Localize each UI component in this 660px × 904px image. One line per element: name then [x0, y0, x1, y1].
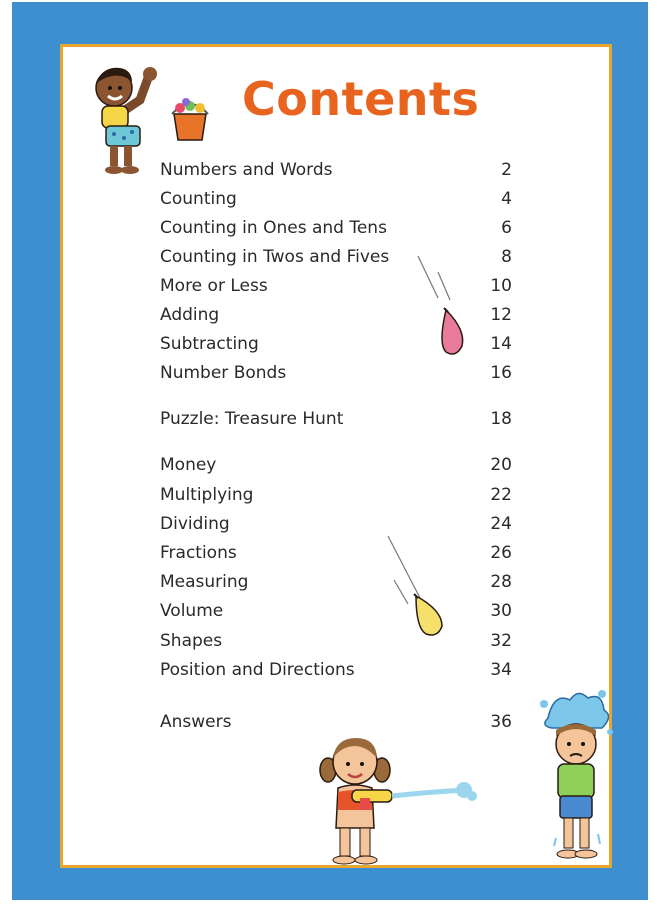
toc-entry[interactable]	[160, 628, 512, 654]
toc-entry-title: Money	[160, 455, 217, 475]
toc-entry-page: 18	[490, 409, 512, 429]
toc-entry-title: Position and Directions	[160, 660, 355, 680]
toc-entry-title: Subtracting	[160, 334, 259, 354]
toc-entry[interactable]	[160, 406, 512, 432]
toc-entry-page: 34	[490, 660, 512, 680]
toc-entry-page: 4	[501, 189, 512, 209]
toc-entry-page: 6	[501, 218, 512, 238]
toc-entry[interactable]	[160, 360, 512, 386]
toc-entry-title: Counting	[160, 189, 237, 209]
toc-entry-title: Fractions	[160, 543, 237, 563]
splashed-boy-icon	[540, 688, 616, 868]
yellow-water-balloon-icon	[386, 534, 450, 640]
toc-entry-title: Volume	[160, 601, 224, 621]
toc-entry-title: Puzzle: Treasure Hunt	[160, 409, 344, 429]
pink-water-balloon-icon	[416, 254, 476, 358]
toc-entry-page: 20	[490, 455, 512, 475]
toc-entry-title: Shapes	[160, 631, 223, 651]
toc-entry-page: 16	[490, 363, 512, 383]
toc-entry[interactable]	[160, 215, 512, 241]
toc-entry-page: 26	[490, 543, 512, 563]
toc-entry[interactable]	[160, 569, 512, 595]
toc-entry-page: 22	[490, 485, 512, 505]
toc-entry-title: Answers	[160, 712, 232, 732]
toc-entry[interactable]	[160, 598, 512, 624]
toc-entry[interactable]	[160, 452, 512, 478]
toc-entry-page: 12	[490, 305, 512, 325]
toc-entry-page: 8	[501, 247, 512, 267]
toc-entry[interactable]	[160, 186, 512, 212]
toc-entry-page: 2	[501, 160, 512, 180]
toc-entry[interactable]	[160, 482, 512, 508]
toc-entry-title: Counting in Twos and Fives	[160, 247, 390, 267]
toc-entry-page: 14	[490, 334, 512, 354]
toc-entry-page: 36	[490, 712, 512, 732]
toc-entry[interactable]	[160, 657, 512, 683]
toc-entry[interactable]	[160, 511, 512, 537]
toc-entry-page: 30	[490, 601, 512, 621]
toc-entry-title: Counting in Ones and Tens	[160, 218, 387, 238]
toc-entry-page: 24	[490, 514, 512, 534]
page-title: Contents	[242, 72, 480, 126]
toc-entry-page: 28	[490, 572, 512, 592]
toc-entry-title: Multiplying	[160, 485, 254, 505]
toc-entry-title: Number Bonds	[160, 363, 287, 383]
toc-entry-title: Measuring	[160, 572, 249, 592]
boy-with-bucket-icon	[88, 60, 218, 178]
toc-entry-page: 32	[490, 631, 512, 651]
toc-entry-title: Numbers and Words	[160, 160, 333, 180]
toc-entry-page: 10	[490, 276, 512, 296]
toc-entry[interactable]	[160, 540, 512, 566]
toc-entry-title: Adding	[160, 305, 220, 325]
girl-with-water-gun-icon	[318, 732, 480, 868]
toc-entry-title: Dividing	[160, 514, 230, 534]
toc-entry-title: More or Less	[160, 276, 268, 296]
